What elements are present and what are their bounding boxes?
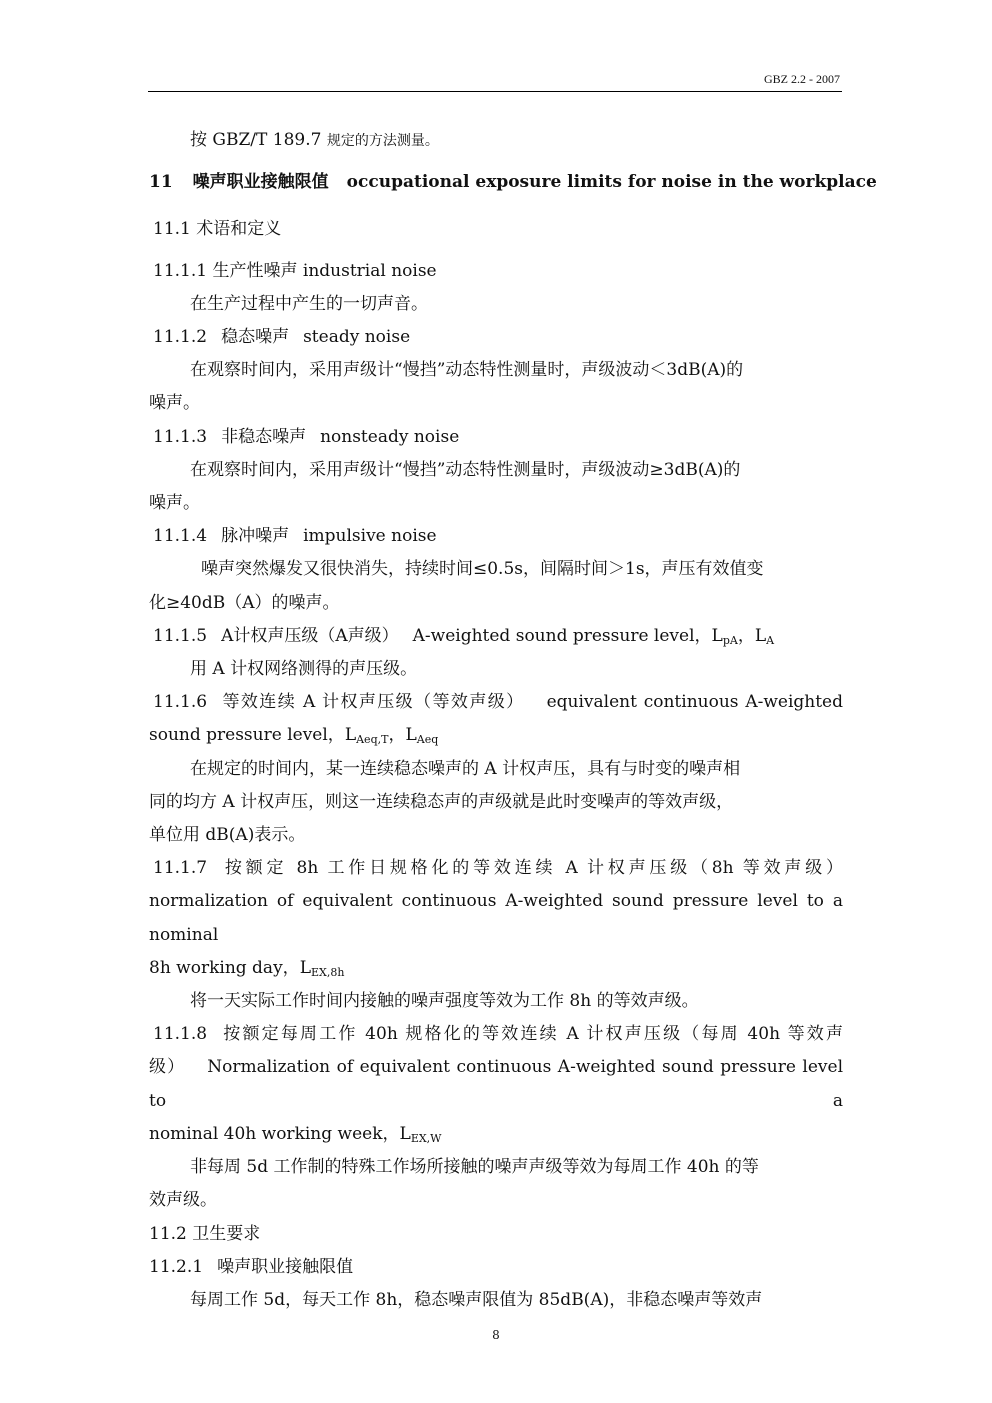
term-11-1-8-definition-line1: 非每周 5d 工作制的特殊工作场所接触的噪声声级等效为每周工作 40h 的等 — [190, 1157, 759, 1178]
term-11-1-1-definition: 在生产过程中产生的一切声音。 — [190, 293, 428, 314]
term-11-1-3-definition-line2: 噪声。 — [149, 493, 200, 514]
term-11-1-4-heading: 11.1.4 脉冲噪声 impulsive noise — [153, 526, 437, 547]
term-11-1-6-heading-line2: sound pressure level，$L_{Aeq,T}$，$L_{Aeq}$ — [149, 725, 439, 747]
symbol-lex8h: $L_{EX,8h}$ — [299, 957, 345, 979]
section-11-1-heading: 11.1 术语和定义 — [153, 219, 282, 240]
term-11-1-8-heading-line1: 11.1.8 按额定每周工作 40h 规格化的等效连续 A 计权声压级（每周 40h 等效声 — [153, 1024, 843, 1045]
page-number: 8 — [492, 1328, 500, 1342]
term-11-1-4-definition-line1: 噪声突然爆发又很快消失，持续时间≤0.5s，间隔时间＞1s，声压有效值变 — [201, 559, 764, 580]
term-11-1-4-definition-line2: 化≥40dB（A）的噪声。 — [149, 592, 340, 613]
symbol-laeq: $L_{Aeq}$ — [405, 725, 439, 747]
term-11-1-8-heading-line2: 级） Normalization of equivalent continuous A-weighted sound pressure level to a — [149, 1057, 844, 1111]
symbol-la: $L_A$ — [754, 625, 775, 647]
term-11-1-2-definition-line2: 噪声。 — [149, 393, 200, 414]
term-11-1-7-heading-line1: 11.1.7 按额定 8h 工作日规格化的等效连续 A 计权声压级（8h 等效声级） — [153, 858, 843, 879]
term-11-1-5-heading: 11.1.5 A计权声压级（A声级） A-weighted sound pressure level，$L_{pA}$，$L_A$ — [153, 625, 775, 647]
section-11-2-heading: 11.2 卫生要求 — [149, 1223, 261, 1244]
term-11-1-2-definition-line1: 在观察时间内，采用声级计“慢挡”动态特性测量时，声级波动＜3dB(A)的 — [190, 360, 744, 381]
term-11-2-1-text: 每周工作 5d，每天工作 8h，稳态噪声限值为 85dB(A)，非稳态噪声等效声 — [190, 1289, 763, 1310]
term-11-1-3-definition-line1: 在观察时间内，采用声级计“慢挡”动态特性测量时，声级波动≥3dB(A)的 — [190, 459, 741, 480]
section-11-heading: 11 噪声职业接触限值 occupational exposure limits for noise in the workplace — [149, 172, 877, 193]
term-11-1-7-definition: 将一天实际工作时间内接触的噪声强度等效为工作 8h 的等效声级。 — [190, 991, 699, 1012]
term-11-1-2-heading: 11.1.2 稳态噪声 steady noise — [153, 327, 411, 348]
term-11-1-6-definition-line1: 在规定的时间内，某一连续稳态噪声的 A 计权声压，具有与时变的噪声相 — [190, 758, 741, 779]
term-11-1-5-definition: 用 A 计权网络测得的声压级。 — [190, 659, 418, 680]
term-11-1-6-definition-line3: 单位用 dB(A)表示。 — [149, 825, 306, 846]
intro-paragraph: 按 GBZ/T 189.7 规定的方法测量。 — [190, 130, 439, 150]
term-11-1-1-heading: 11.1.1 生产性噪声 industrial noise — [153, 260, 437, 281]
term-11-2-1-heading: 11.2.1 噪声职业接触限值 — [149, 1256, 354, 1277]
term-11-1-8-definition-line2: 效声级。 — [149, 1190, 217, 1211]
page-header — [148, 72, 842, 92]
symbol-laeqt: $L_{Aeq,T}$ — [344, 725, 389, 747]
term-11-1-3-heading: 11.1.3 非稳态噪声 nonsteady noise — [153, 426, 460, 447]
symbol-lexw: $L_{EX,W}$ — [399, 1123, 442, 1145]
term-11-1-6-heading-line1: 11.1.6 等效连续 A 计权声压级（等效声级） equivalent continuous A-weighted — [153, 692, 843, 713]
term-11-1-6-definition-line2: 同的均方 A 计权声压，则这一连续稳态声的声级就是此时变噪声的等效声级， — [149, 791, 734, 812]
term-11-1-7-heading-line3: 8h working day，$L_{EX,8h}$ — [149, 957, 345, 979]
term-11-1-8-heading-line3: nominal 40h working week，$L_{EX,W}$ — [149, 1123, 442, 1145]
term-11-1-7-heading-line2: normalization of equivalent continuous A-weighted sound pressure level to a nominal — [149, 891, 843, 945]
standard-code: GBZ 2.2 - 2007 — [764, 72, 840, 86]
document-body — [149, 124, 877, 1317]
symbol-lpa: $L_{pA}$ — [711, 625, 738, 647]
